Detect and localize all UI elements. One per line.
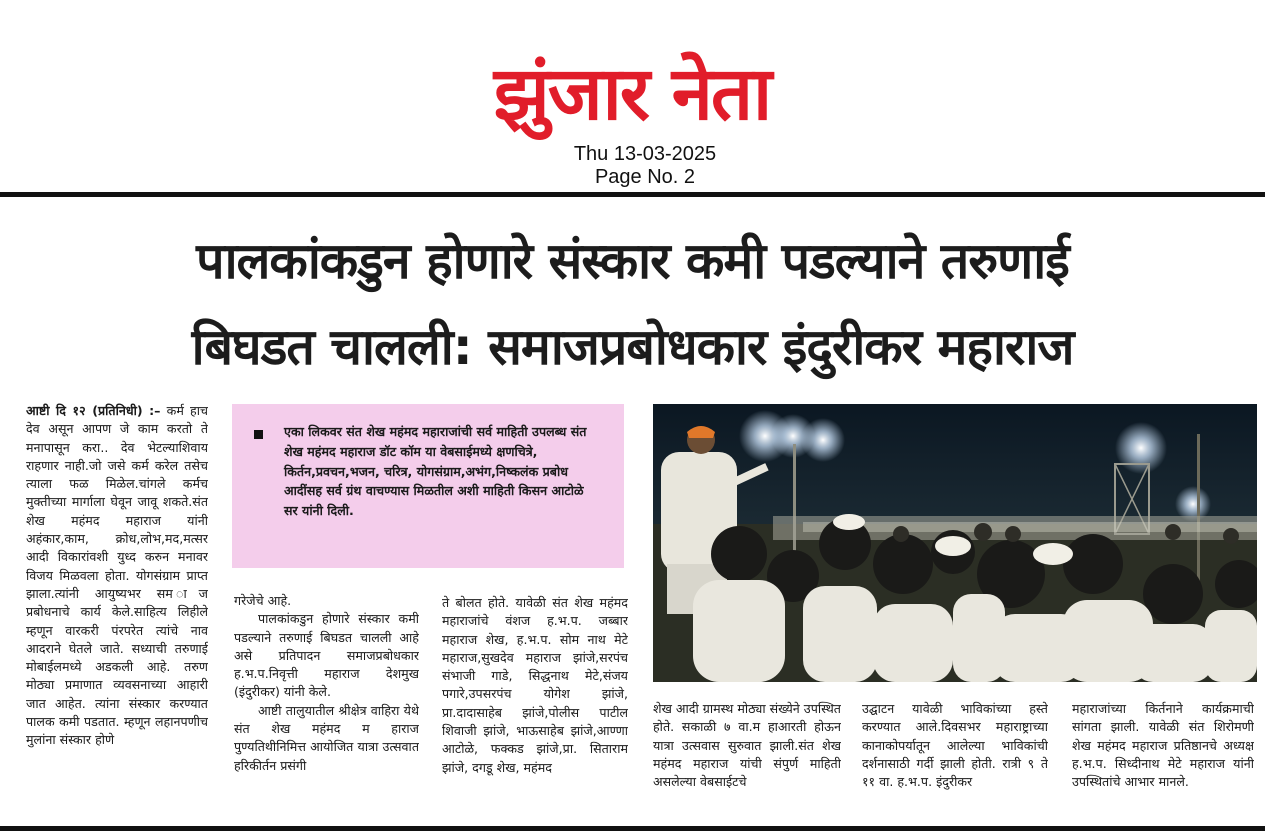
column-3-text: ते बोलत होते. यावेळी संत शेख महंमद महाराजांचे वंशज ह.भ.प. जब्बार महाराज शेख, ह.भ.प. सोम नाथ मेटे महाराज,सुखदेव महाराज झांजे,सरपंच संभाजी गाडे, सिद्धनाथ मेटे,संजय पगारे,उपसरपंच योगेश झांजे, प्रा.दादासाहेब झांजे,पोलीस पाटील शिवाजी झांजे, भाऊसाहेब झांजे,आण्णा आटोळे, फक्कड झांजे,प्रा. सिताराम झांजे, दगडू शेख, महंमद (442, 595, 628, 775)
highlight-text: एका लिकवर संत शेख महंमद महाराजांची सर्व माहिती उपलब्ध संत शेख महंमद महाराज डॉट कॉम या वेबसाईमध्ये क्षणचित्रे, किर्तन,प्रवचन,भजन, चरित्र, योगसंग्राम,अभंग,निष्कलंक प्रबोध आदींसह सर्व ग्रंथ वाचण्यास मिळतील अशी माहिती किसन आटोळे सर यांनी दिली. (284, 424, 587, 519)
crowd-photo-illustration (653, 404, 1257, 682)
column-2-paragraph-3: आष्टी तालुयातील श्रीक्षेत्र वाहिरा येथे संत शेख महंमद म हाराज पुण्यतिथीनिमित्त आयोजित यात्रा उत्सवात हरिकीर्तन प्रसंगी (234, 702, 419, 773)
headline-line-1: पालकांकडुन होणारे संस्कार कमी पडल्याने तरुणाई (196, 232, 1069, 290)
highlight-box (232, 404, 624, 568)
column-5-text: उद्घाटन यावेळी भाविकांच्या हस्ते करण्यात आले.दिवसभर महाराष्ट्राच्या कानाकोपर्यातून आलेल्या भाविकांची दर्शनासाठी गर्दी झाली होती. रात्री ९ ते ११ वा. ह.भ.प. इंदुरीकर (862, 701, 1048, 790)
article-column-5 (862, 700, 1048, 822)
article-column-2 (234, 592, 419, 822)
article-column-4 (653, 700, 841, 822)
column-1-text: कर्म हाच देव असून आपण जे काम करतो ते मनापासून करा.. देव भेटल्याशिवाय राहणार नाही.जो जसे कर्म करेल तसेच त्याला फळ मिळेल.चांगले कर्मच मुक्तीच्या मार्गाला घेवून जावू शकते.संत शेख महंमद महाराज यांनी अहंकार,काम, क्रोध,लोभ,मद,मत्सर आदी विकारांवशी युध्द करुन मनावर विजय मिळवला होता. योगसंग्राम प्राप्त झाला.त्यांनी आयुष्यभर सम ाज प्रबोधनाचे कार्य केले.साहित्य लिहीले म्हणून वारकरी पंरपरेत त्यांचे नाव आदराने घेतले जाते. सध्याची तरुणाई मोबाईलमध्ये अडकली आहे. तरुण मोठ्या प्रमाणात व्यवसनाच्या आहारी जात आहेत. त्यांना संस्कार करण्यात पालक कमी पडतात. म्हणून लहानपणीच मुलांना संस्कार होणे (26, 403, 208, 748)
page-number: Page No. 2 (594, 166, 696, 188)
top-rule-divider (0, 192, 1265, 197)
article-column-1 (26, 402, 208, 822)
headline-line-2: बिघडत चालली: समाजप्रबोधकार इंदुरीकर महाराज (191, 318, 1074, 376)
event-photo (653, 404, 1257, 682)
column-6-text: महाराजांच्या किर्तनाने कार्यक्रमाची सांगता झाली. यावेळी संत शिरोमणी शेख महंमद महाराज प्रतिष्ठानचे अध्यक्ष ह.भ.प. सिध्दीनाथ मेटे महाराज यांनी उपस्थितांचे आभार मानले. (1072, 701, 1254, 790)
column-2-paragraph-1: गरेजेचे आहे. (234, 593, 292, 608)
bottom-rule-divider (0, 826, 1265, 831)
dateline: आष्टी दि १२ (प्रतिनिधी) :– (26, 403, 161, 418)
newspaper-logo: झुंजार नेता (493, 51, 771, 137)
column-2-paragraph-2: पालकांकडुन होणारे संस्कार कमी पडल्याने तरुणाई बिघडत चालली आहे असे प्रतिपादन समाजप्रबोधकार ह.भ.प.निवृत्ती महाराज देशमुख (इंदुरीकर) यांनी केले. (234, 611, 419, 700)
issue-date: Thu 13-03-2025 (573, 143, 717, 165)
column-4-text: शेख आदी ग्रामस्थ मोठ्या संख्येने उपस्थित होते. सकाळी ७ वा.म हाआरती होऊन यात्रा उत्सवास सुरुवात झाली.संत शेख महंमद महाराज यांची संपुर्ण माहिती असलेल्या वेबसाईटचे (653, 701, 841, 790)
article-column-3 (442, 594, 628, 822)
masthead (0, 0, 1265, 190)
article-column-6 (1072, 700, 1254, 822)
square-bullet-icon (254, 430, 263, 439)
